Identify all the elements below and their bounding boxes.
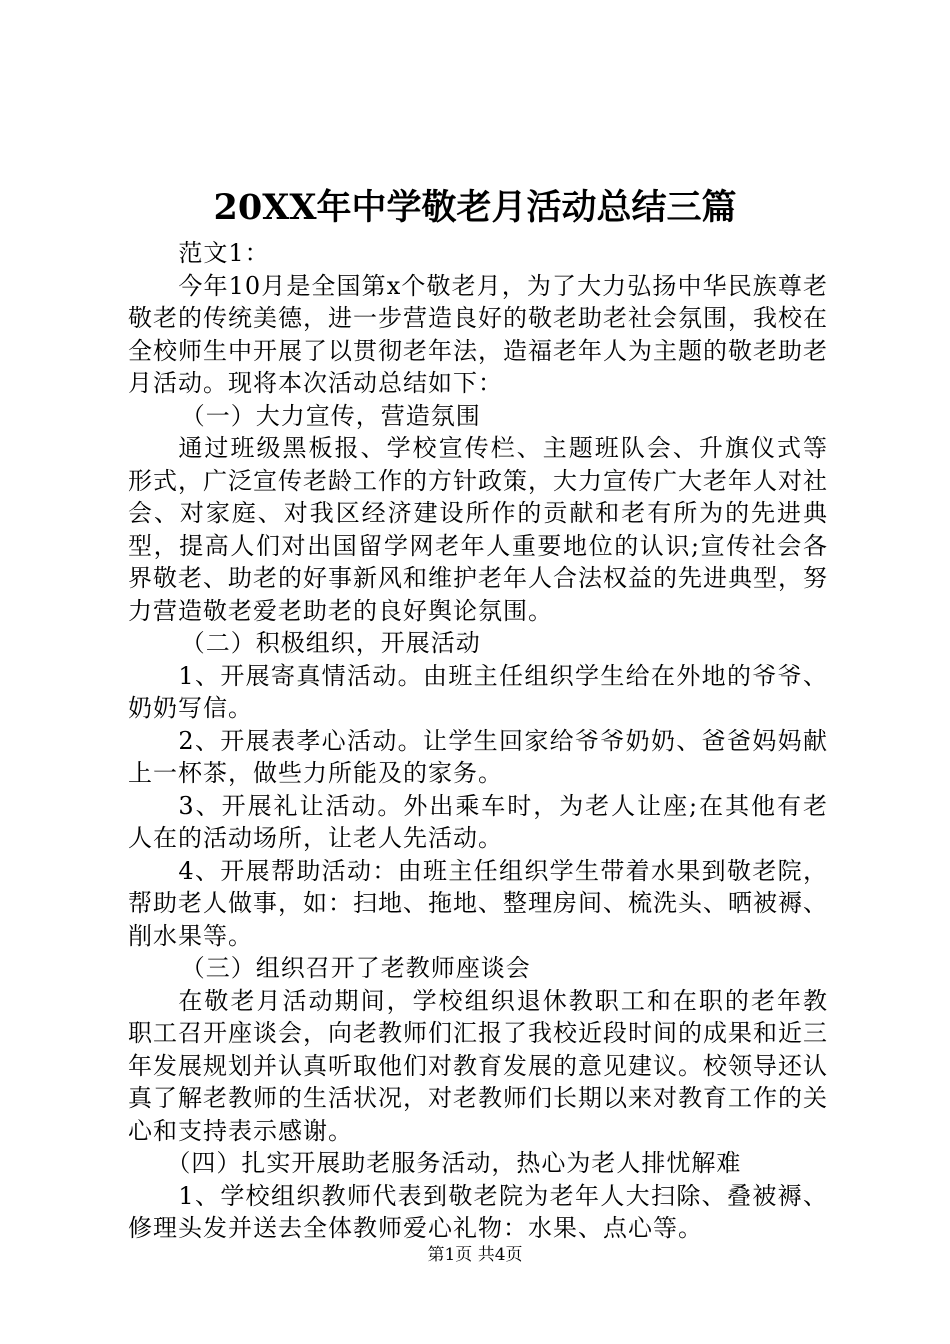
page-footer: 第1页 共4页: [427, 1245, 523, 1265]
paragraph-section-3: 在敬老月活动期间，学校组织退休教职工和在职的老年教职工召开座谈会，向老教师们汇报了我校近段时间的成果和近三年发展规划并认真听取他们对教育发展的意见建议。校领导还认真了解老教师的生活状况，对老教师们长期以来对教育工作的关心和支持表示感谢。: [128, 986, 828, 1145]
paragraph-label: 范文1：: [178, 239, 270, 267]
paragraph-intro: 今年10月是全国第x个敬老月，为了大力弘扬中华民族尊老敬老的传统美德，进一步营造良好的敬老助老社会氛围，我校在全校师生中开展了以贯彻老年法，造福老年人为主题的敬老助老月活动。现将本次活动总结如下：: [128, 271, 828, 397]
section-heading-3: （三）组织召开了老教师座谈会: [180, 954, 531, 982]
list-item-4: 4、开展帮助活动：由班主任组织学生带着水果到敬老院，帮助老人做事，如：扫地、拖地、整理房间、梳洗头、晒被褥、削水果等。: [128, 856, 828, 950]
list-item-2: 2、开展表孝心活动。让学生回家给爷爷奶奶、爸爸妈妈献上一杯茶，做些力所能及的家务。: [128, 726, 828, 787]
document-body: [128, 237, 828, 1245]
paragraph-section-1: 通过班级黑板报、学校宣传栏、主题班队会、升旗仪式等形式，广泛宣传老龄工作的方针政策，大力宣传广大老年人对社会、对家庭、对我区经济建设所作的贡献和老有所为的先进典型，提高人们对出国留学网老年人重要地位的认识;宣传社会各界敬老、助老的好事新风和维护老年人合法权益的先进典型，努力营造敬老爱老助老的良好舆论氛围。: [128, 434, 828, 625]
list-item-1: 1、开展寄真情活动。由班主任组织学生给在外地的爷爷、奶奶写信。: [128, 661, 828, 722]
list-item-3: 3、开展礼让活动。外出乘车时，为老人让座;在其他有老人在的活动场所，让老人先活动。: [128, 791, 828, 852]
section-heading-2: （二）积极组织，开展活动: [180, 629, 481, 657]
section-heading-4: （四）扎实开展助老服务活动，热心为老人排忧解难: [166, 1149, 742, 1177]
section-heading-1: （一）大力宣传，营造氛围: [180, 401, 481, 430]
list-item-5: 1、学校组织教师代表到敬老院为老年人大扫除、叠被褥、修理头发并送去全体教师爱心礼物：水果、点心等。: [128, 1181, 828, 1242]
document-title: 20XX年中学敬老月活动总结三篇: [213, 187, 737, 228]
